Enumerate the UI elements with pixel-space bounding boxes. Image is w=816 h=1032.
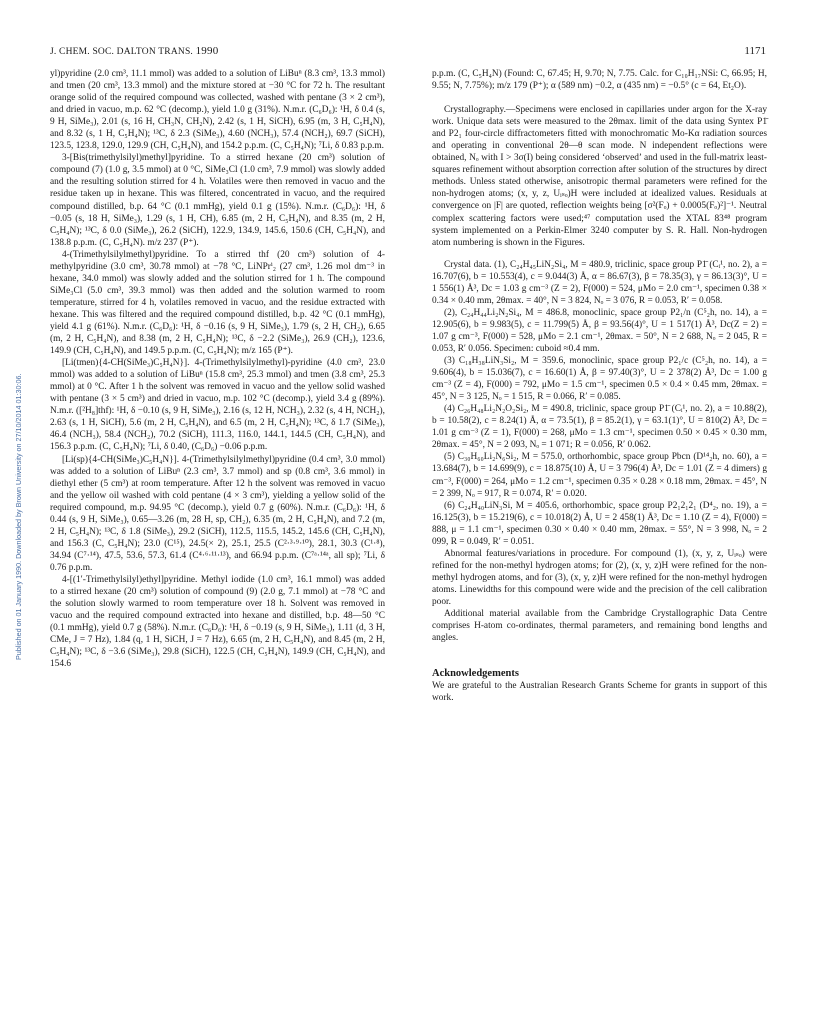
paragraph-crystal-data-3: (3) C₁₈H₃₈LiN₃Si₂, M = 359.6, monoclinic, space group P2₁/c (C⁵₂h, no. 14), a = 9.606(4), b = 15.036(7), c = 16.60(1) Å, β = 97.40(3)°, U = 2 378(2) Å³, Dc = 1.00 g cm⁻³ (Z = 4), F(000) = 792, μMo = 1.5 cm⁻¹, specimen 0.5 × 0.4 × 0.45 mm, 2θmax. = 45°, N = 3 125, Nₒ = 1 515, R = 0.066, R′ = 0.085. [432, 356, 767, 403]
paragraph-crystallography: Crystallography.—Specimens were enclosed in capillaries under argon for the X-ray work. Unique data sets were measured to the 2θmax. limit of the data using Syntex P1̄ and P2₁ four-circle diffractometers fitted with monochromatic Mo-Kα radiation sources and operating in conventional 2θ—θ scan mode. N independent reflections were obtained, Nₒ with I > 3σ(I) being considered ‘observed’ and used in the full-matrix least-squares refinement without absorption correction after solution of the structures by direct methods. Unless stated otherwise, anisotropic thermal parameters were refined for the non-hydrogen atoms; (x, y, z, Uᵢₛₒ)H were included at idealized values. Residuals at convergence on |F| are quoted, reflection weights being [σ²(Fₒ) + 0.0005(Fₒ)²]⁻¹. Neutral complex scattering factors were used;⁴⁷ computation used the XTAL 83⁴⁸ program system implemented on a Perkin-Elmer 3240 computer by S. R. Hall. Non-hydrogen atom numbering is shown in the Figures. [432, 105, 767, 248]
paragraph-trimethylsilylmethyl-pyridine: 4-(Trimethylsilylmethyl)pyridine. To a stirred thf (20 cm³) solution of 4-methylpyridine (3.0 cm³, 30.78 mmol) at −78 °C, LiNPrⁱ₂ (27 cm³, 1.26 mol dm⁻³ in hexane, 34.0 mmol) was slowly added and the solution stirred for 1 h. The compound SiMe₃Cl (5.0 cm³, 39.3 mmol) was then added and the solution warmed to room temperature, stirred for 4 h, volatiles removed in vacuo, and the residue extracted with hexane. This was filtered and the required compound distilled, b.p. 42 °C (0.1 mmHg), yield 4.1 g (61%). N.m.r. (C₆D₆): ¹H, δ −0.16 (s, 9 H, SiMe₃), 1.79 (s, 2 H, CH₂), 6.65 (m, 2 H, C₅H₄N), and 8.38 (m, 2 H, C₅H₄N); ¹³C, δ −2.2 (SiMe₃), 26.9 (CH₂), 123.6, 149.9 (CH, C₅H₄N), and 149.5 p.p.m. (C, C₅H₄N); m/z 165 (P⁺). [50, 249, 385, 357]
paragraph-abnormal-features: Abnormal features/variations in procedure. For compound (1), (x, y, z, Uᵢₛₒ) were refined for the non-methyl hydrogen atoms; for (2), (x, y, z)H were refined for the non-methyl hydrogen atoms, and for (3), (x, y, z)H were refined for the non-methyl hydrogen atoms. Linewidths for this compound were wide and the precision of the cell calibration poor. [432, 548, 767, 607]
paragraph-bis-trimethylsilyl-methyl-pyridine: 3-[Bis(trimethylsilyl)methyl]pyridine. To a stirred hexane (20 cm³) solution of compound (7) (1.0 g, 3.5 mmol) at 0 °C, SiMe₃Cl (1.0 cm³, 7.9 mmol) was slowly added and the resulting solution stirred for 4 h. Volatiles were then removed in vacuo and the residue taken up in hexane. This was filtered, concentrated in vacuo, and the required compound distilled, b.p. 64 °C (0.1 mmHg), yield 0.1 g (15%). N.m.r. (C₆D₆): ¹H, δ −0.05 (s, 18 H, SiMe₃), 1.29 (s, 1 H, CH), 6.85 (m, 2 H, C₅H₄N), and 8.35 (m, 2 H, C₅H₄N); ¹³C, δ 0.0 (SiMe₃), 26.2 (SiCH), 122.9, 134.9, 145.6, 150.6 (CH, C₅H₄N), and 138.8 p.p.m. (C, C₅H₄N). m/z 237 (P⁺). [50, 153, 385, 248]
journal-year: 1990 [195, 45, 219, 57]
page-number: 1171 [744, 45, 766, 57]
paragraph-trimethylsilyl-ethyl-pyridine: 4-[(1′-Trimethylsilyl)ethyl]pyridine. Methyl iodide (1.0 cm³, 16.1 mmol) was added to a stirred hexane (20 cm³) solution of compound (9) (2.0 g, 7.1 mmol) at −78 °C and the solution slowly warmed to room temperature over 18 h. Solvent was removed in vacuo and the required compound extracted into hexane and distilled, b.p. 48—50 °C (0.1 mmHg), yield 0.7 g (58%). N.m.r. (C₆D₆): ¹H, δ −0.19 (s, 9 H, SiMe₃), 1.11 (d, 3 H, CMe, J = 7 Hz), 1.84 (q, 1 H, SiCH, J = 7 Hz), 6.65 (m, 2 H, C₅H₄N), and 8.45 (m, 2 H, C₅H₄N); ¹³C, δ −3.6 (SiMe₃), 29.8 (SiCH), 122.5 (CH, C₅H₄N), 149.9 (CH, C₅H₄N), and 154.6 [50, 574, 385, 670]
paragraph-crystal-data-2: (2), C₂₄H₄₄Li₂N₂Si₄, M = 486.8, monoclinic, space group P2₁/n (C⁵₂h, no. 14), a = 12.905(6), b = 9.983(5), c = 11.799(5) Å, β = 93.56(4)°, U = 1 517(1) Å³, Dc(Z = 2) = 1.07 g cm⁻³, F(000) = 528, μMo = 2.1 cm⁻¹, 2θmax. = 50°, N = 2 688, Nₒ = 2 045, R = 0.053, R′ 0.056. Specimen: cuboid ≈0.4 mm. [432, 307, 767, 354]
paragraph-li-sp-complex: [Li(sp){4-CH(SiMe₃)C₅H₄N}]. 4-(Trimethylsilylmethyl)pyridine (0.4 cm³, 3.0 mmol) was added to a solution of LiBuⁿ (2.3 cm³, 3.7 mmol) and sp (0.8 cm³, 3.6 mmol) in diethyl ether (5 cm³) at room temperature. After 12 h the solvent was removed in vacuo and the yellow oil washed with cold pentane (4 × 3 cm³), yielding a yellow solid of the required compound, m.p. 94.95 °C (decomp.), yield 0.7 g (60%). N.m.r. (C₆D₆): ¹H, δ 0.44 (s, 9 H, SiMe₃), 0.65—3.26 (m, 28 H, sp, CH₂), 6.35 (m, 2 H, C₅H₄N), and 7.2 (m, 2 H, C₅H₄N); ¹³C, δ 1.8 (SiMe₃), 29.2 (SiCH), 112.5, 115.5, 145.2, 145.6 (CH, C₅H₄N), and 156.3 (C, C₅H₄N); 23.0 (C¹⁵), 24.5(× 2), 25.1, 25.5 (C²·³·⁹·¹⁰), 28.1, 30.3 (C¹·⁸), 34.94 (C⁷·¹⁴), 47.5, 53.6, 57.3, 61.4 (C⁴·⁶·¹¹·¹³), and 66.94 p.p.m. (C⁷ᵃ·¹⁴ᵃ, all sp); ⁷Li, δ 0.76 p.p.m. [50, 454, 385, 573]
paragraph-li-tmen-complex: [Li(tmen){4-CH(SiMe₃)C₅H₄N}]. 4-(Trimethylsilylmethyl)-pyridine (4.0 cm³, 23.0 mmol) was added to a solution of LiBuⁿ (15.8 cm³, 25.3 mmol) and tmen (3.8 cm³, 25.3 mmol) at 0 °C. After 1 h the solvent was removed in vacuo and the yellow solid washed with pentane (3 × 5 cm³) and dried in vacuo, m.p. 102 °C (decomp.), yield 3.4 g (89%). N.m.r. ([²H₈]thf): ¹H, δ −0.10 (s, 9 H, SiMe₃), 2.16 (s, 12 H, NCH₃), 2.32 (s, 4 H, NCH₂), 2.63 (s, 1 H, SiCH), 5.6 (m, 2 H, C₅H₄N), and 6.5 (m, 2 H, C₅H₄N); ¹³C, δ 1.7 (SiMe₃), 46.4 (NCH₃), 58.4 (NCH₂), 70.2 (SiCH), 111.3, 116.0, 144.1, 144.5 (CH, C₅H₄N), and 156.3 p.p.m. (C, C₅H₄N); ⁷Li, δ 0.40, (C₆D₆) −0.06 p.p.m. [50, 358, 385, 453]
paragraph-analysis: p.p.m. (C, C₅H₄N) (Found: C, 67.45; H, 9.70; N, 7.75. Calc. for C₁₀H₁₇NSi: C, 66.95; H, 9.55; N, 7.75%); m/z 179 (P⁺); α (589 nm) −0.2, α (435 nm) = −0.5° (c = 64, Et₂O). [432, 69, 767, 92]
journal-title: J. CHEM. SOC. DALTON TRANS. [50, 47, 194, 57]
paragraph-continuation: yl)pyridine (2.0 cm³, 11.1 mmol) was added to a solution of LiBuⁿ (8.3 cm³, 13.3 mmol) and tmen (20 cm³, 13.3 mmol) and the mixture stored at −30 °C for 72 h. The resultant orange solid of the required compound was collected, washed with pentane (3 × 2 cm³), and dried in vacuo, m.p. 62 °C (decomp.), yield 1.0 g (31%). N.m.r. (C₆D₆): ¹H, δ 0.4 (s, 9 H, SiMe₃), 2.01 (s, 16 H, CH₃N, CH₂N), 2.42 (s, 1 H, SiCH), 6.95 (m, 3 H, C₅H₄N), and 8.32 (s, 1 H, C₅H₄N); ¹³C, δ 2.3 (SiMe₃), 4.60 (NCH₃), 57.4 (NCH₂), 69.7 (SiCH), 123.5, 123.8, 129.0, 129.9 (CH, C₅H₄N), and 154.2 p.p.m. (C, C₅H₄N); ⁷Li, δ 0.83 p.p.m. [50, 69, 385, 152]
journal-name [50, 45, 218, 57]
right-column [432, 68, 767, 704]
paragraph-crystal-data-4: (4) C₂₆H₄₈Li₂N₂O₂Si₂, M = 490.8, triclinic, space group P1̄ (Cᵢ¹, no. 2), a = 10.88(2), b = 10.58(2), c = 8.24(1) Å, α = 73.5(1), β = 85.2(1), γ = 63.1(1)°, U = 810(2) Å³, Dc = 1.01 g cm⁻³ (Z = 1), F(000) = 268, μMo = 1.3 cm⁻¹, specimen 0.50 × 0.45 × 0.30 mm, 2θmax. = 45°, N = 2 093, Nₒ = 1 071; R = 0.056, R′ 0.062. [432, 404, 767, 451]
acknowledgements-heading: Acknowledgements [432, 668, 519, 680]
download-watermark[interactable]: Published on 01 January 1990. Downloaded by Brown University on 27/10/2014 01:30:06. [14, 373, 23, 660]
paragraph-crystal-data-1: Crystal data. (1), C₂₄H₄₅LiN₂Si₄, M = 480.9, triclinic, space group P1̄ (Cᵢ¹, no. 2), a = 16.707(6), b = 10.553(4), c = 9.044(3) Å, α = 86.67(3), β = 78.35(3), γ = 86.13(3)°, U = 1 556(1) Å³, Dc = 1.03 g cm⁻³ (Z = 2), F(000) = 524, μMo = 2.0 cm⁻¹, specimen 0.38 × 0.34 × 0.40 mm, 2θmax. = 40°, N = 3 824, Nₒ = 3 076, R = 0.053, R′ = 0.058. [432, 259, 767, 306]
paragraph-additional-material: Additional material available from the Cambridge Crystallographic Data Centre comprises H-atom co-ordinates, thermal parameters, and remaining bond lengths and angles. [432, 609, 767, 644]
paragraph-crystal-data-5: (5) C₃₀H₆₀Li₂N₆Si₂, M = 575.0, orthorhombic, space group Pbcn (D¹⁴₂h, no. 60), a = 13.684(7), b = 14.699(9), c = 18.875(10) Å, U = 3 796(4) Å³, Dc = 1.01 (Z = 4 dimers) g cm⁻³, F(000) = 264, μMo = 1.2 cm⁻¹, specimen 0.35 × 0.28 × 0.18 mm, 2θmax. = 45°, N = 2 399, Nₒ = 917, R = 0.074, R′ = 0.020. [432, 452, 767, 499]
running-header [50, 45, 766, 59]
acknowledgements-text: We are grateful to the Australian Research Grants Scheme for grants in support of this work. [432, 681, 767, 704]
paragraph-crystal-data-6: (6) C₂₄H₄₀LiN₃Si, M = 405.6, orthorhombic, space group P2₁2₁2₁ (D⁴₂, no. 19), a = 16.125(3), b = 15.219(6), c = 10.018(2) Å, U = 2 458(1) Å³, Dc = 1.10 (Z = 4), F(000) = 888, μ = 1.1 cm⁻¹, specimen 0.30 × 0.40 × 0.40 mm, 2θmax. = 55°, N = 3 998, Nₒ = 2 099, R = 0.049, R′ = 0.051. [432, 500, 767, 547]
left-column [50, 68, 385, 670]
